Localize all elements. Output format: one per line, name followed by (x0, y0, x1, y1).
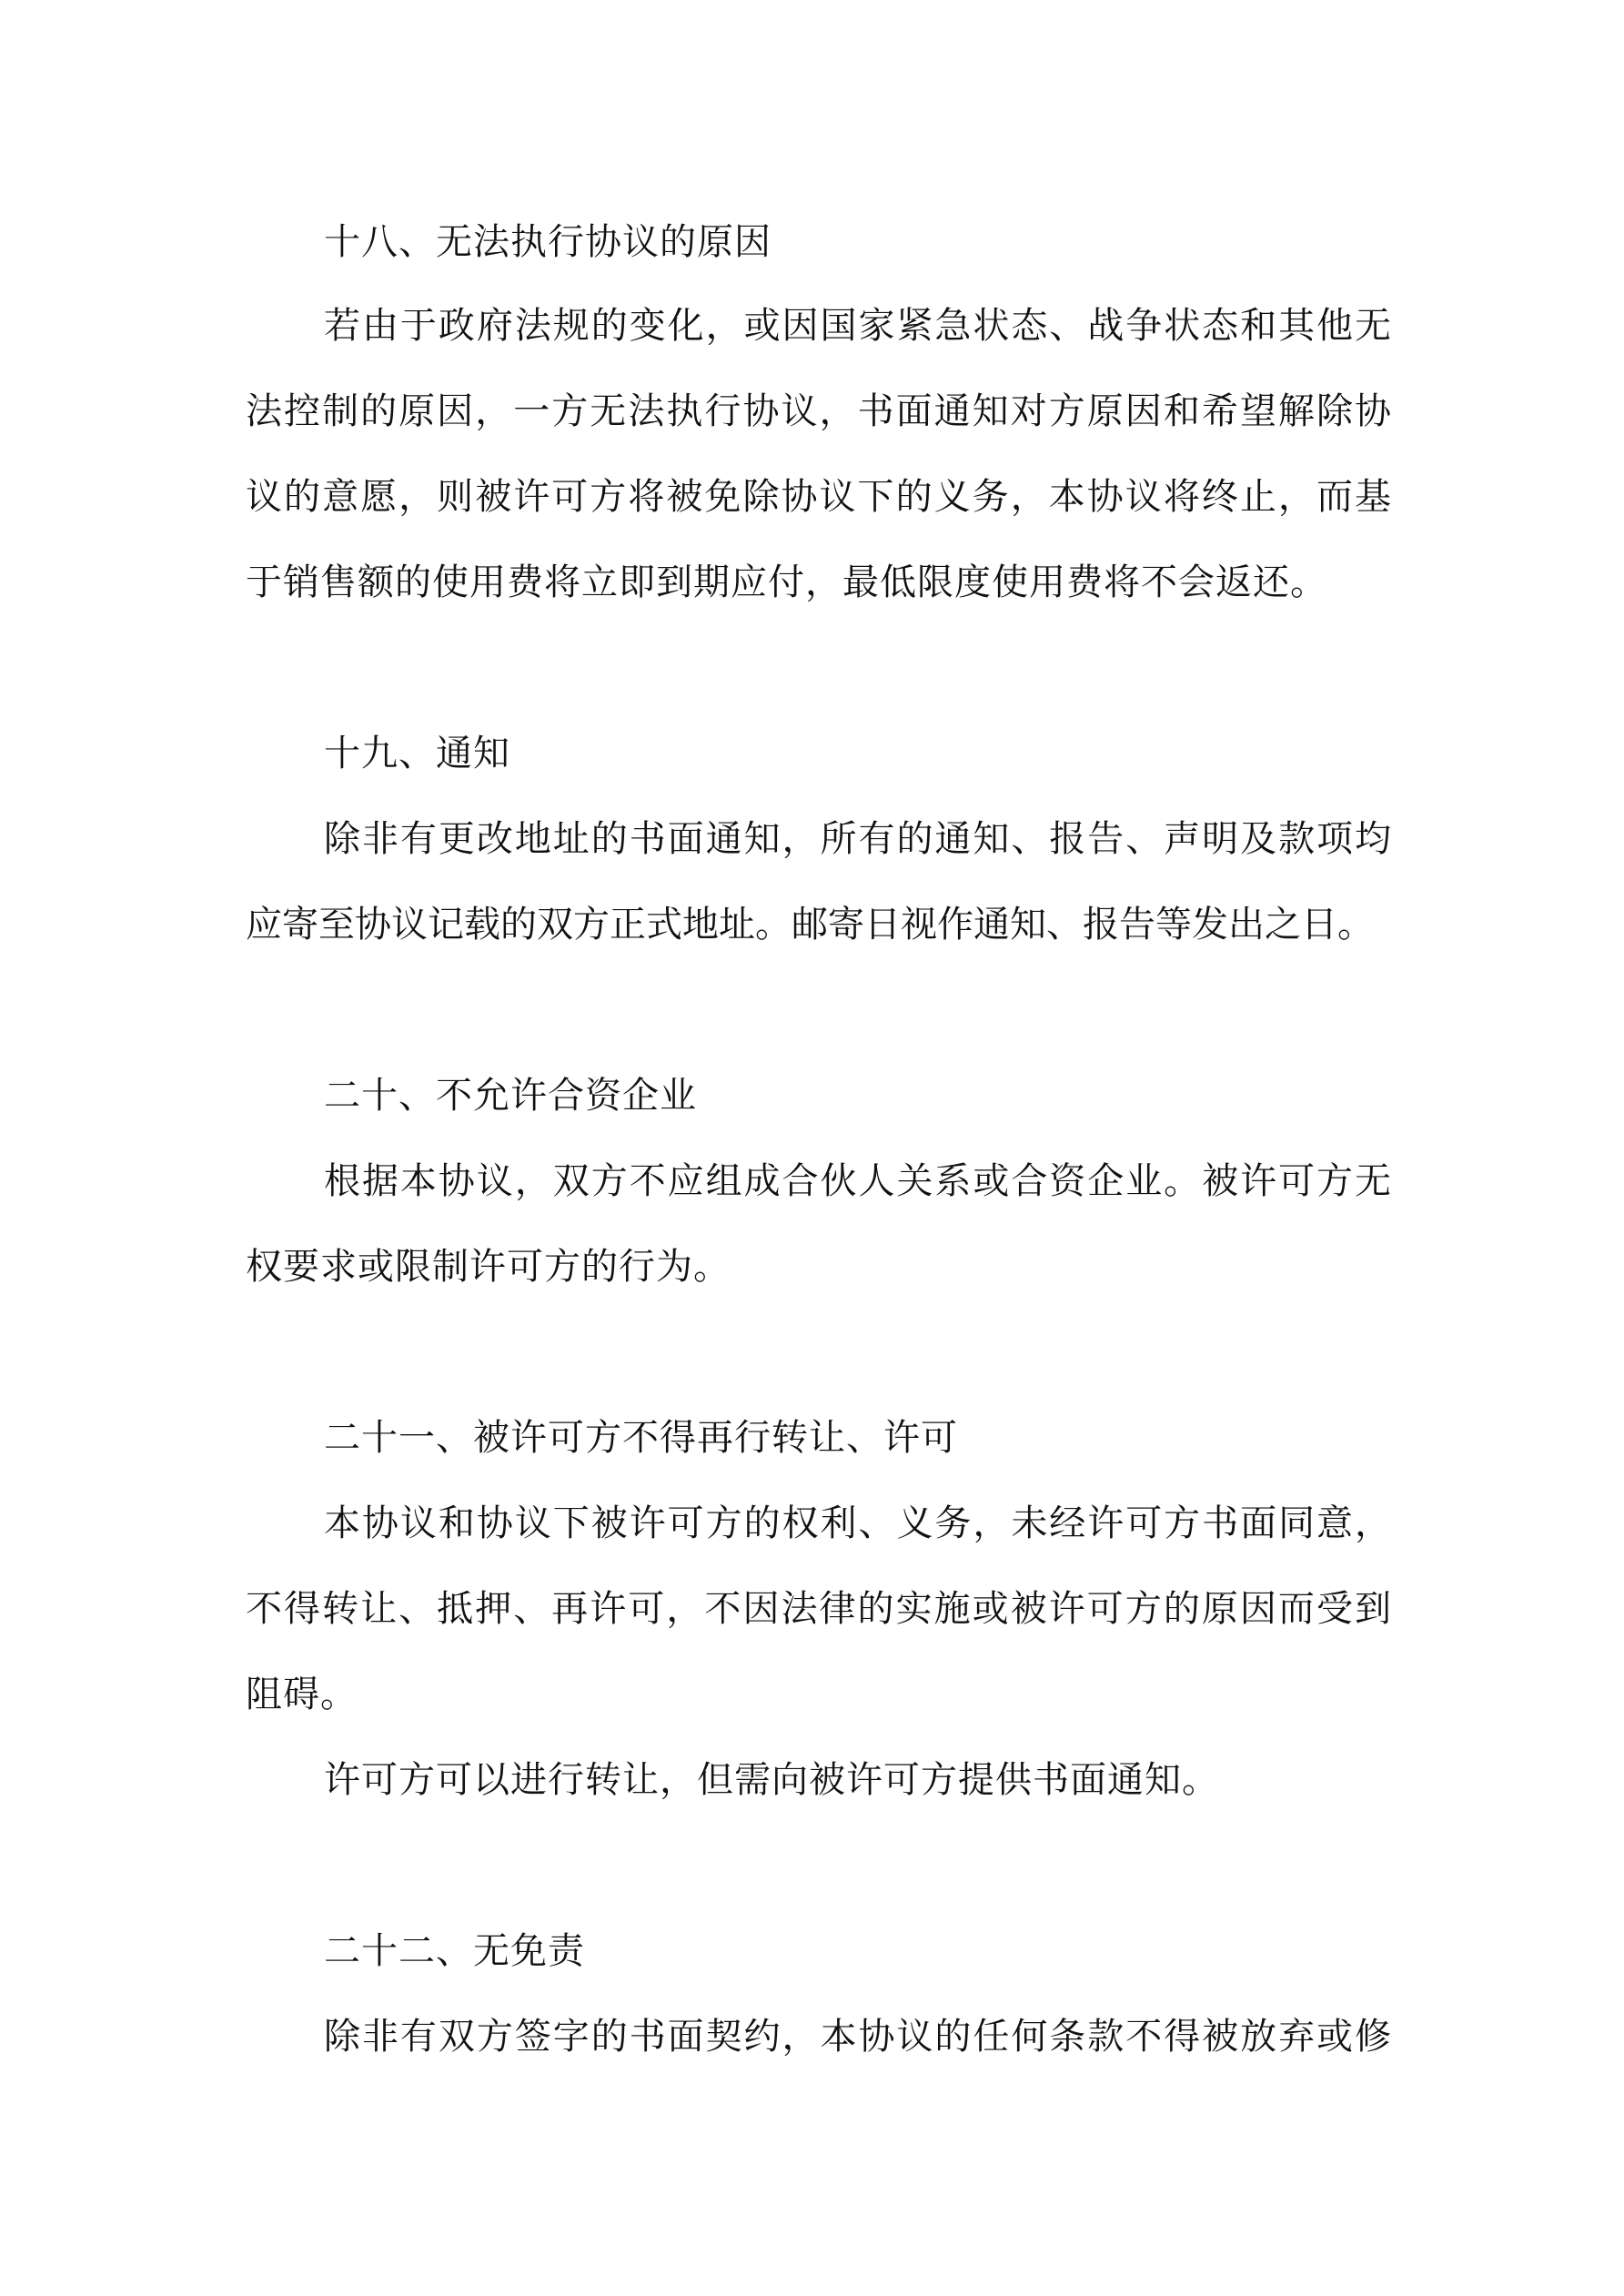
paragraph-line: 议的意愿，则被许可方将被免除协议下的义务，本协议将终止，而基 (246, 476, 1392, 518)
section-heading-20: 二十、不允许合资企业 (324, 1075, 697, 1117)
paragraph-line: 许可方可以进行转让，但需向被许可方提供书面通知。 (324, 1759, 1219, 1801)
section-heading-22: 二十二、无免责 (324, 1930, 585, 1972)
paragraph-line: 法控制的原因，一方无法执行协议，书面通知对方原因和希望解除协 (246, 390, 1392, 432)
paragraph-line: 应寄至协议记载的双方正式地址。邮寄日视作通知、报告等发出之日。 (246, 904, 1374, 946)
paragraph-line: 不得转让、抵押、再许可，不因法律的实施或被许可方的原因而受到 (246, 1588, 1392, 1630)
section-heading-19: 十九、通知 (324, 733, 510, 774)
section-heading-18: 十八、无法执行协议的原因 (324, 221, 772, 263)
paragraph-line: 本协议和协议下被许可方的权利、义务，未经许可方书面同意， (324, 1502, 1392, 1544)
paragraph-line: 若由于政府法规的变化，或因国家紧急状态、战争状态和其他无 (324, 305, 1392, 347)
paragraph-line: 于销售额的使用费将立即到期应付，最低限度使用费将不会返还。 (246, 561, 1327, 603)
section-heading-21: 二十一、被许可方不得再行转让、许可 (324, 1417, 958, 1459)
paragraph-line: 阻碍。 (246, 1674, 358, 1715)
paragraph-line: 权要求或限制许可方的行为。 (246, 1246, 731, 1288)
paragraph-line: 除非有双方签字的书面契约，本协议的任何条款不得被放弃或修 (324, 2016, 1392, 2058)
paragraph-line: 根据本协议，双方不应组成合伙人关系或合资企业。被许可方无 (324, 1160, 1392, 1202)
paragraph-line: 除非有更改地址的书面通知，所有的通知、报告、声明及款项均 (324, 818, 1392, 860)
